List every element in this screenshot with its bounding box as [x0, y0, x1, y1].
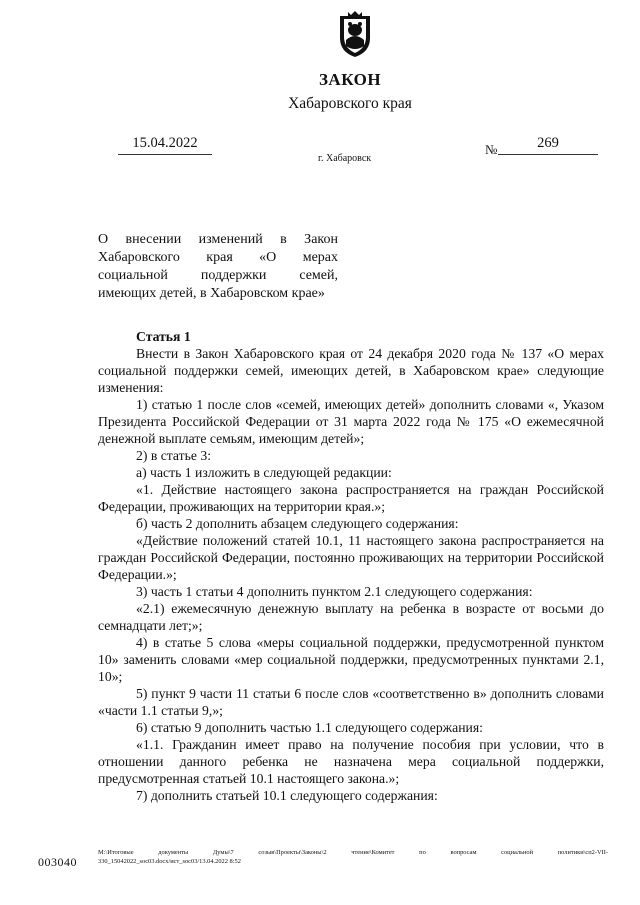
paragraph: 4) в статье 5 слова «меры социальной поддержки, предусмотренной пунктом 10» заменить словами «мер социальной поддержки, предусмотренных пунктами 2.1, 10»; — [98, 635, 604, 684]
paragraph: «1. Действие настоящего закона распространяется на граждан Российской Федерации, проживающих на территории края.»; — [98, 482, 604, 514]
paragraph: 1) статью 1 после слов «семей, имеющих детей» дополнить словами «, Указом Президента Российской Федерации от 31 марта 2022 года № 175 «О ежемесячной денежной выплате семьям, имеющим детей»; — [98, 397, 604, 446]
paragraph: 2) в статье 3: — [136, 448, 212, 463]
paragraph: б) часть 2 дополнить абзацем следующего содержания: — [136, 516, 459, 531]
file-path-line: M:\Итоговые документы Думы\7 созыв\Проекты\Законы\2 чтение\Комитет по вопросам социальной политики\сп2-VII- — [98, 849, 608, 856]
paragraph: Внести в Закон Хабаровского края от 24 декабря 2020 года № 137 «О мерах социальной поддержки семей, имеющих детей, в Хабаровском крае» следующие изменения: — [98, 346, 604, 395]
paragraph: 7) дополнить статьей 10.1 следующего содержания: — [136, 788, 438, 803]
number-sign: № — [485, 142, 498, 157]
paragraph: «1.1. Гражданин имеет право на получение пособия при условии, что в отношении данного ребенка не назначена мера социальной поддержки, предусмотренная статьей 10.1 настоящего закона.»; — [98, 737, 604, 786]
city-label: г. Хабаровск — [318, 153, 372, 164]
paragraph: «2.1) ежемесячную денежную выплату на ребенка в возрасте от восьми до семнадцати лет;»; — [98, 601, 604, 633]
paragraph: «Действие положений статей 10.1, 11 настоящего закона распространяется на граждан Российской Федерации, постоянно проживающих на территории Российской Федерации.»; — [98, 533, 604, 582]
article-body — [98, 328, 604, 804]
file-path-footer — [98, 848, 608, 866]
paragraph: 6) статью 9 дополнить частью 1.1 следующего содержания: — [136, 720, 483, 735]
file-path-line: 330_15042022_soc03.docx/ист_soc03/13.04.2022 8:52 — [98, 858, 241, 865]
law-subject: О внесении изменений в Закон Хабаровского края «О мерах социальной поддержки семей, имеющих детей, в Хабаровском крае» — [98, 232, 338, 301]
page-title: ЗАКОН — [318, 70, 382, 89]
paragraph: 5) пункт 9 части 11 статьи 6 после слов «соответственно в» дополнить словами «части 1.1 статьи 9,»; — [98, 686, 604, 718]
page-subtitle: Хабаровского края — [288, 95, 412, 112]
paragraph: а) часть 1 изложить в следующей редакции: — [136, 465, 392, 480]
law-date: 15.04.2022 — [118, 135, 212, 155]
coat-of-arms-icon — [336, 10, 374, 58]
law-number: 269 — [498, 135, 598, 155]
document-code: 003040 — [38, 855, 77, 869]
article-heading: Статья 1 — [136, 329, 191, 344]
paragraph: 3) часть 1 статьи 4 дополнить пунктом 2.1 следующего содержания: — [136, 584, 533, 599]
